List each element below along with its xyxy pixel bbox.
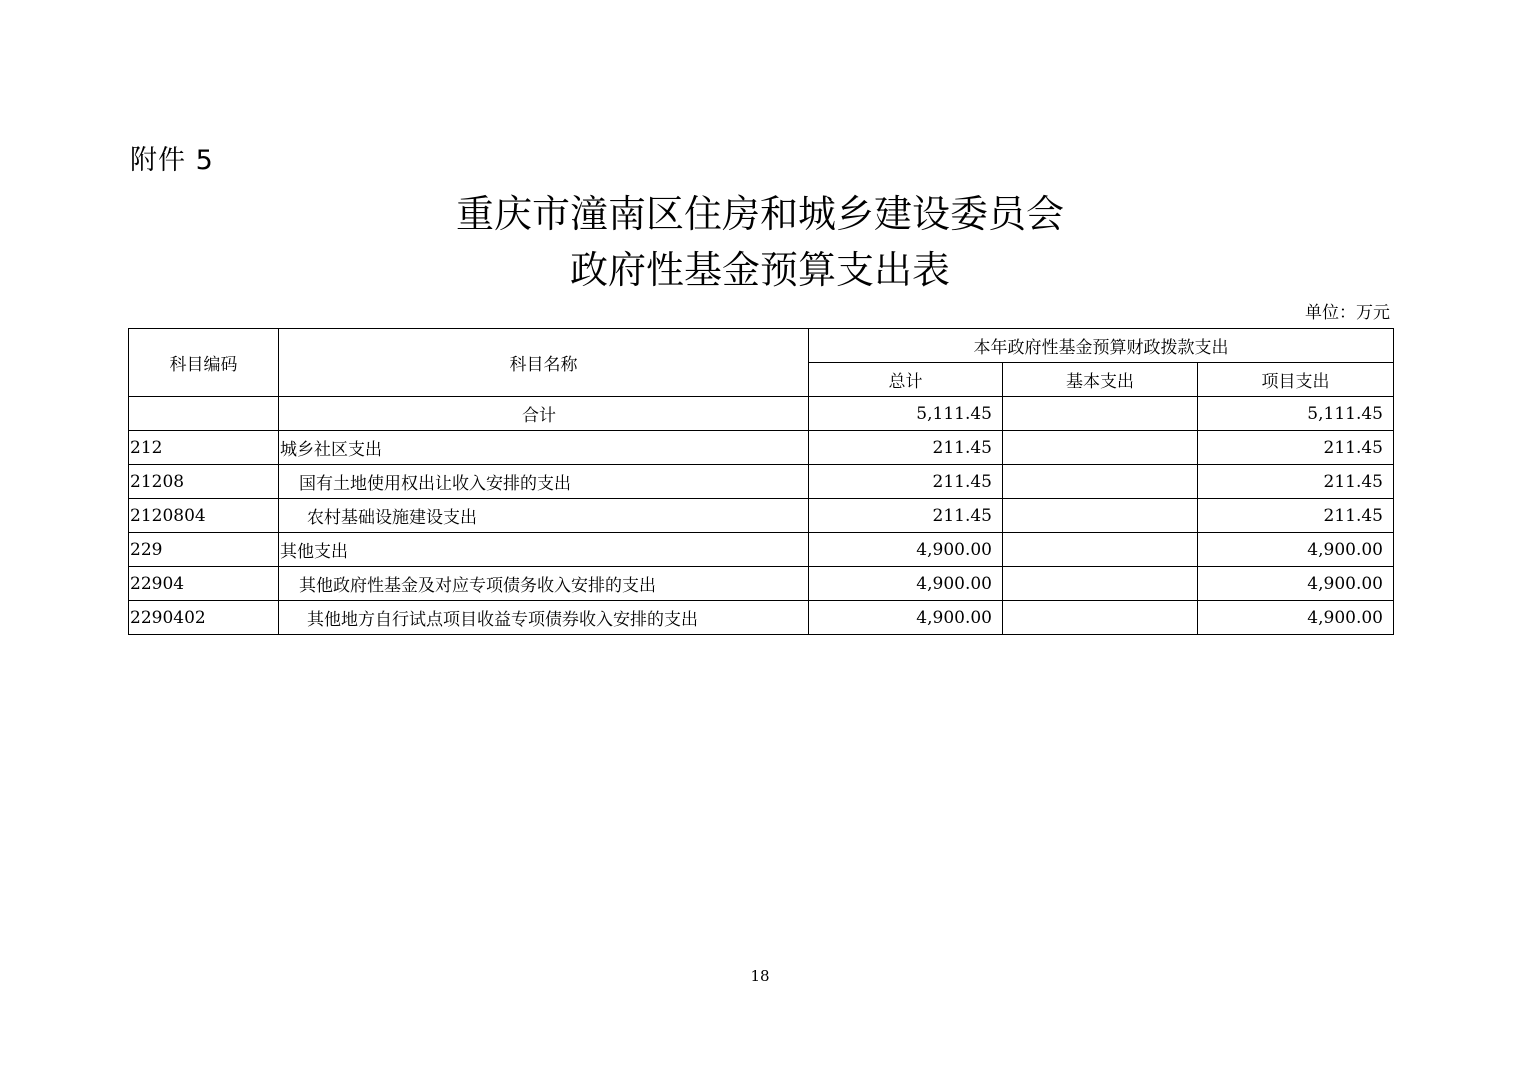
row-code: 2120804 xyxy=(129,499,279,533)
row-name: 农村基础设施建设支出 xyxy=(279,499,809,533)
row-basic xyxy=(1003,431,1198,465)
row-code: 21208 xyxy=(129,465,279,499)
row-code: 212 xyxy=(129,431,279,465)
table-row xyxy=(129,431,1394,465)
row-name: 其他政府性基金及对应专项债务收入安排的支出 xyxy=(279,567,809,601)
row-basic xyxy=(1003,499,1198,533)
row-project: 211.45 xyxy=(1198,431,1394,465)
row-name: 合计 xyxy=(279,397,809,431)
header-total: 总计 xyxy=(809,363,1003,397)
row-project: 4,900.00 xyxy=(1198,533,1394,567)
row-basic xyxy=(1003,601,1198,635)
table-row xyxy=(129,567,1394,601)
row-basic xyxy=(1003,567,1198,601)
page-title-line2: 政府性基金预算支出表 xyxy=(569,248,950,292)
attachment-label: 附件 5 xyxy=(130,145,214,176)
header-project: 项目支出 xyxy=(1198,363,1394,397)
budget-table xyxy=(128,328,1394,635)
table-row xyxy=(129,533,1394,567)
row-code: 22904 xyxy=(129,567,279,601)
header-code: 科目编码 xyxy=(129,329,279,397)
row-total: 211.45 xyxy=(809,465,1003,499)
table-row xyxy=(129,499,1394,533)
row-total: 211.45 xyxy=(809,431,1003,465)
row-name: 其他地方自行试点项目收益专项债券收入安排的支出 xyxy=(279,601,809,635)
page-number: 18 xyxy=(750,967,770,985)
row-name: 国有土地使用权出让收入安排的支出 xyxy=(279,465,809,499)
header-name: 科目名称 xyxy=(279,329,809,397)
row-basic xyxy=(1003,465,1198,499)
row-project: 211.45 xyxy=(1198,499,1394,533)
table-row xyxy=(129,465,1394,499)
row-project: 4,900.00 xyxy=(1198,601,1394,635)
row-name: 其他支出 xyxy=(279,533,809,567)
row-total: 4,900.00 xyxy=(809,601,1003,635)
row-total: 4,900.00 xyxy=(809,533,1003,567)
row-total: 5,111.45 xyxy=(809,397,1003,431)
row-project: 5,111.45 xyxy=(1198,397,1394,431)
row-total: 4,900.00 xyxy=(809,567,1003,601)
row-basic xyxy=(1003,397,1198,431)
row-code xyxy=(129,397,279,431)
table-row xyxy=(129,601,1394,635)
unit-label: 单位：万元 xyxy=(1305,303,1390,323)
row-name: 城乡社区支出 xyxy=(279,431,809,465)
header-group: 本年政府性基金预算财政拨款支出 xyxy=(809,329,1394,363)
row-code: 2290402 xyxy=(129,601,279,635)
row-project: 4,900.00 xyxy=(1198,567,1394,601)
row-basic xyxy=(1003,533,1198,567)
table-row-total xyxy=(129,397,1394,431)
row-code: 229 xyxy=(129,533,279,567)
page-title-line1: 重庆市潼南区住房和城乡建设委员会 xyxy=(455,192,1064,236)
row-total: 211.45 xyxy=(809,499,1003,533)
header-basic: 基本支出 xyxy=(1003,363,1198,397)
row-project: 211.45 xyxy=(1198,465,1394,499)
